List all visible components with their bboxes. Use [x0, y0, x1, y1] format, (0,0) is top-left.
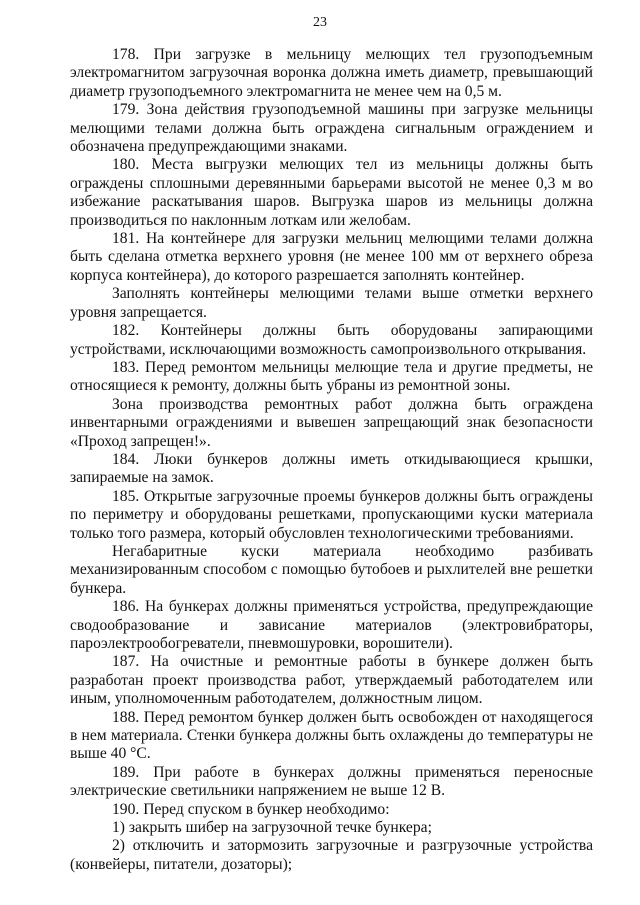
paragraph-178: 178. При загрузке в мельницу мелющих тел грузоподъемным электромагнитом загрузочная воронка должна иметь диаметр, превышающий диаметр грузоподъемного электромагнита не менее чем на 0,5 м.: [70, 46, 593, 100]
paragraph-182: 182. Контейнеры должны быть оборудованы запирающими устройствами, исключающими возможность самопроизвольного открывания.: [70, 322, 593, 358]
document-body: [70, 46, 593, 874]
paragraph-185: 185. Открытые загрузочные проемы бункеров должны быть ограждены по периметру и оборудованы решетками, пропускающими куски материала только того размера, который обусловлен технологическими требованиями.: [70, 487, 593, 542]
paragraph-188: 188. Перед ремонтом бункер должен быть освобожден от находящегося в нем материала. Стенки бункера должны быть охлаждены до температуры не выше 40 °С.: [70, 708, 593, 763]
paragraph-179: 179. Зона действия грузоподъемной машины при загрузке мельницы мелющими телами должна быть ограждена сигнальным ограждением и обозначена предупреждающими знаками.: [70, 101, 593, 156]
paragraph-183-continued: Зона производства ремонтных работ должна быть ограждена инвентарными ограждениями и вывешен запрещающий знак безопасности «Проход запрещен!».: [70, 395, 593, 450]
paragraph-186: 186. На бункерах должны применяться устройства, предупреждающие сводообразование и зависание материалов (электровибраторы, пароэлектрообогреватели, пневмошуровки, ворошители).: [70, 598, 593, 652]
paragraph-190: 190. Перед спуском в бункер необходимо:: [112, 800, 390, 818]
list-item-2: 2) отключить и затормозить загрузочные и разгрузочные устройства (конвейеры, питатели, дозаторы);: [70, 837, 593, 873]
paragraph-189: 189. При работе в бункерах должны применяться переносные электрические светильники напряжением не выше 12 В.: [70, 763, 593, 800]
paragraph-185-continued: Негабаритные куски материала необходимо разбивать механизированным способом с помощью бутобоев и рыхлителей вне решетки бункера.: [70, 542, 593, 597]
paragraph-181-continued: Заполнять контейнеры мелющими телами выше отметки верхнего уровня запрещается.: [70, 285, 593, 321]
list-item-1: 1) закрыть шибер на загрузочной течке бункера;: [112, 819, 432, 837]
page-number: 23: [313, 15, 327, 30]
paragraph-184: 184. Люки бункеров должны иметь откидывающиеся крышки, запираемые на замок.: [70, 450, 593, 487]
paragraph-183: 183. Перед ремонтом мельницы мелющие тела и другие предметы, не относящиеся к ремонту, должны быть убраны из ремонтной зоны.: [70, 358, 593, 395]
paragraph-180: 180. Места выгрузки мелющих тел из мельницы должны быть ограждены сплошными деревянными барьерами высотой не менее 0,3 м во избежание раскатывания шаров. Выгрузка шаров из мельницы должна производиться по наклонным лоткам или желобам.: [70, 156, 593, 229]
paragraph-187: 187. На очистные и ремонтные работы в бункере должен быть разработан проект производства работ, утверждаемый работодателем или иным, уполномоченным работодателем, должностным лицом.: [70, 653, 593, 708]
paragraph-181: 181. На контейнере для загрузки мельниц мелющими телами должна быть сделана отметка верхнего уровня (не менее 100 мм от верхнего обреза корпуса контейнера), до которого разрешается заполнять контейнер.: [70, 230, 593, 284]
